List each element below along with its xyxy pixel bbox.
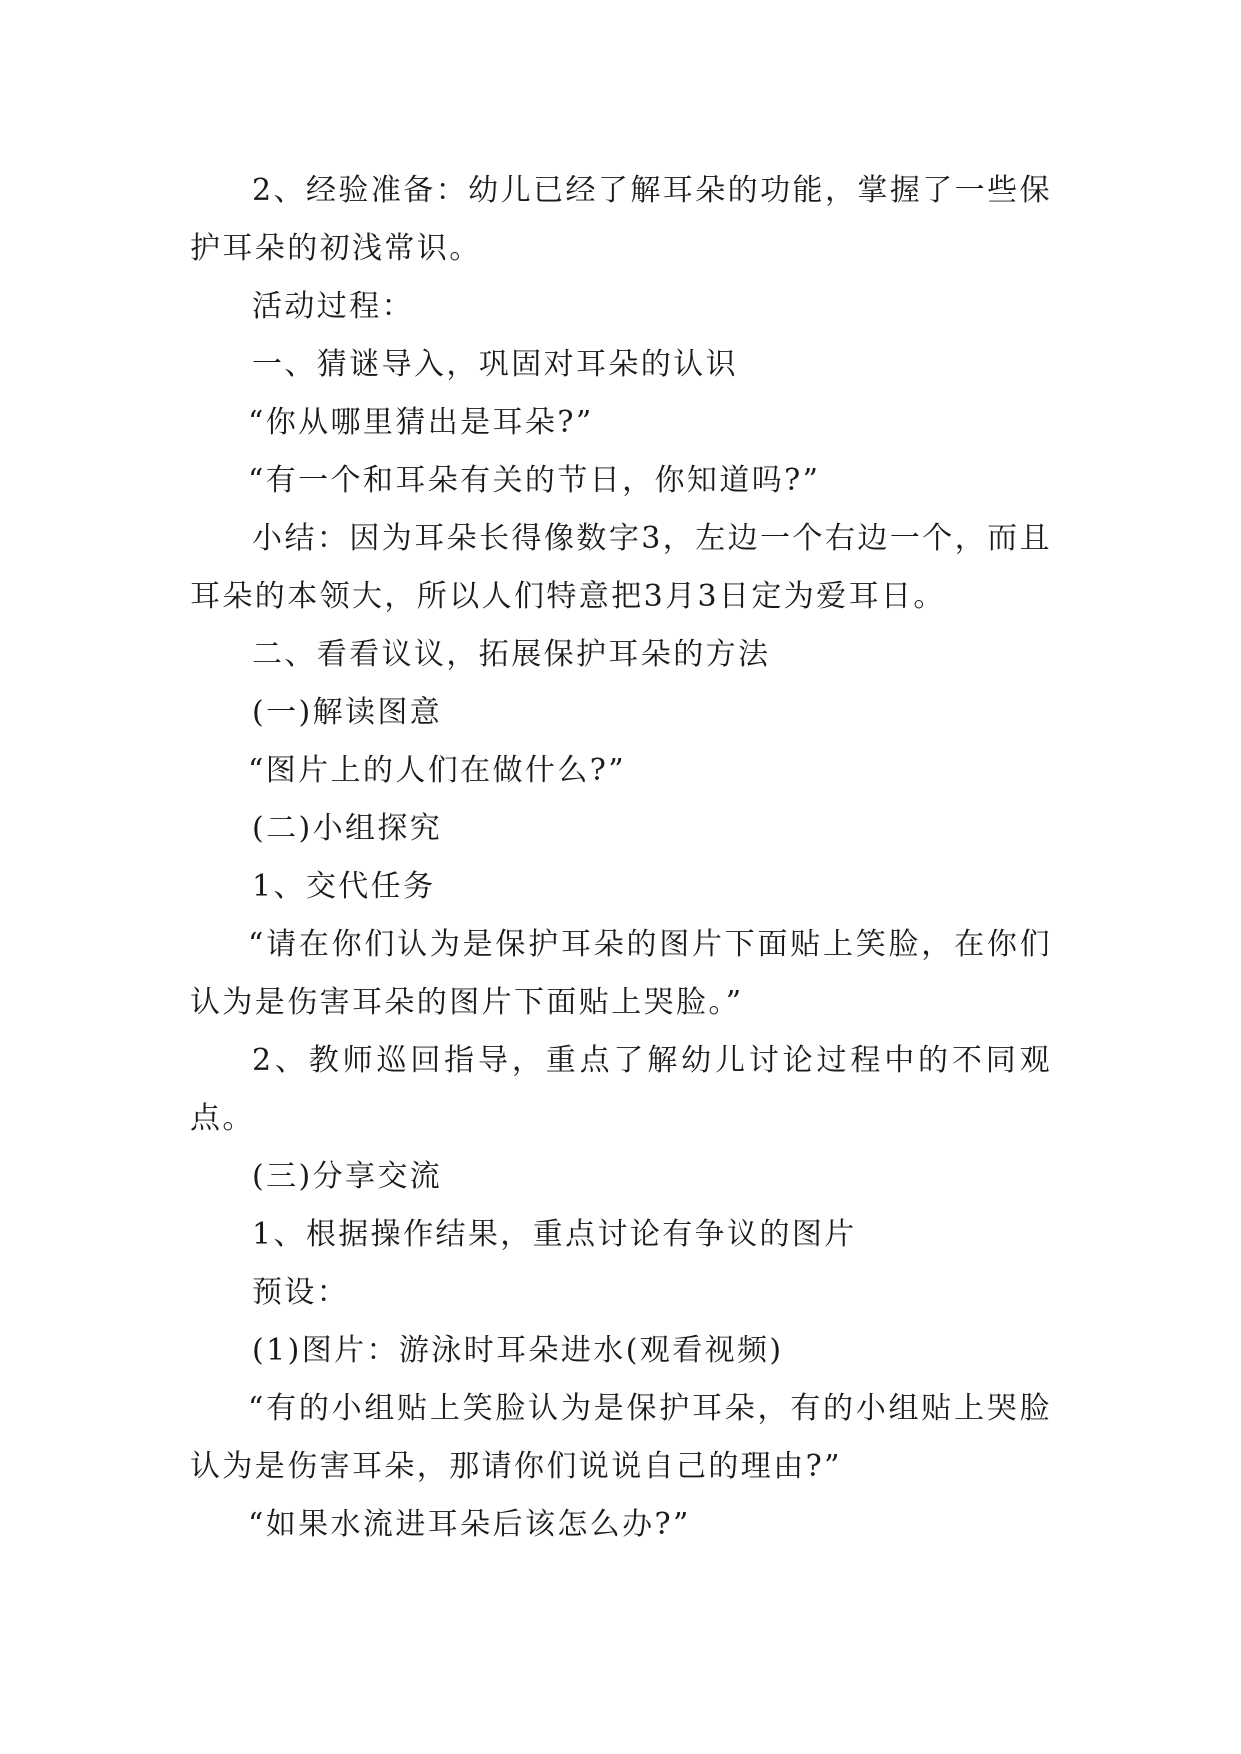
- item-discuss-results: 1、根据操作结果，重点讨论有争议的图片: [252, 1217, 857, 1252]
- quote-ear-festival: “有一个和耳朵有关的节日，你知道吗?”: [248, 463, 821, 498]
- quote-picture-question: “图片上的人们在做什么?”: [248, 753, 626, 788]
- paragraph-summary: 小结：因为耳朵长得像数字3，左边一个右边一个，而且耳朵的本领大，所以人们特意把3月3日定为爱耳日。: [190, 521, 1052, 614]
- paragraph-experience-preparation: 2、经验准备：幼儿已经了解耳朵的功能，掌握了一些保护耳朵的初浅常识。: [190, 173, 1052, 266]
- item-assign-task: 1、交代任务: [252, 869, 436, 904]
- paragraph-activity-process: 活动过程：: [252, 289, 414, 324]
- item-swimming-picture: (1)图片：游泳时耳朵进水(观看视频): [252, 1333, 784, 1368]
- quote-group-reasons: “有的小组贴上笑脸认为是保护耳朵，有的小组贴上哭脸认为是伤害耳朵，那请你们说说自己的理由?”: [190, 1391, 1052, 1484]
- document-body: [190, 162, 1052, 1554]
- label-preset: 预设：: [252, 1275, 350, 1310]
- heading-section-one: 一、猜谜导入，巩固对耳朵的认识: [252, 347, 738, 382]
- quote-water-in-ear: “如果水流进耳朵后该怎么办?”: [248, 1507, 691, 1542]
- subheading-interpret-picture: (一)解读图意: [252, 695, 443, 730]
- quote-guess-ear: “你从哪里猜出是耳朵?”: [248, 405, 594, 440]
- subheading-share-exchange: (三)分享交流: [252, 1159, 443, 1194]
- quote-task-instruction: “请在你们认为是保护耳朵的图片下面贴上笑脸，在你们认为是伤害耳朵的图片下面贴上哭脸。”: [190, 927, 1052, 1020]
- subheading-group-exploration: (二)小组探究: [252, 811, 443, 846]
- item-teacher-guidance: 2、教师巡回指导，重点了解幼儿讨论过程中的不同观点。: [190, 1043, 1052, 1136]
- heading-section-two: 二、看看议议，拓展保护耳朵的方法: [252, 637, 771, 672]
